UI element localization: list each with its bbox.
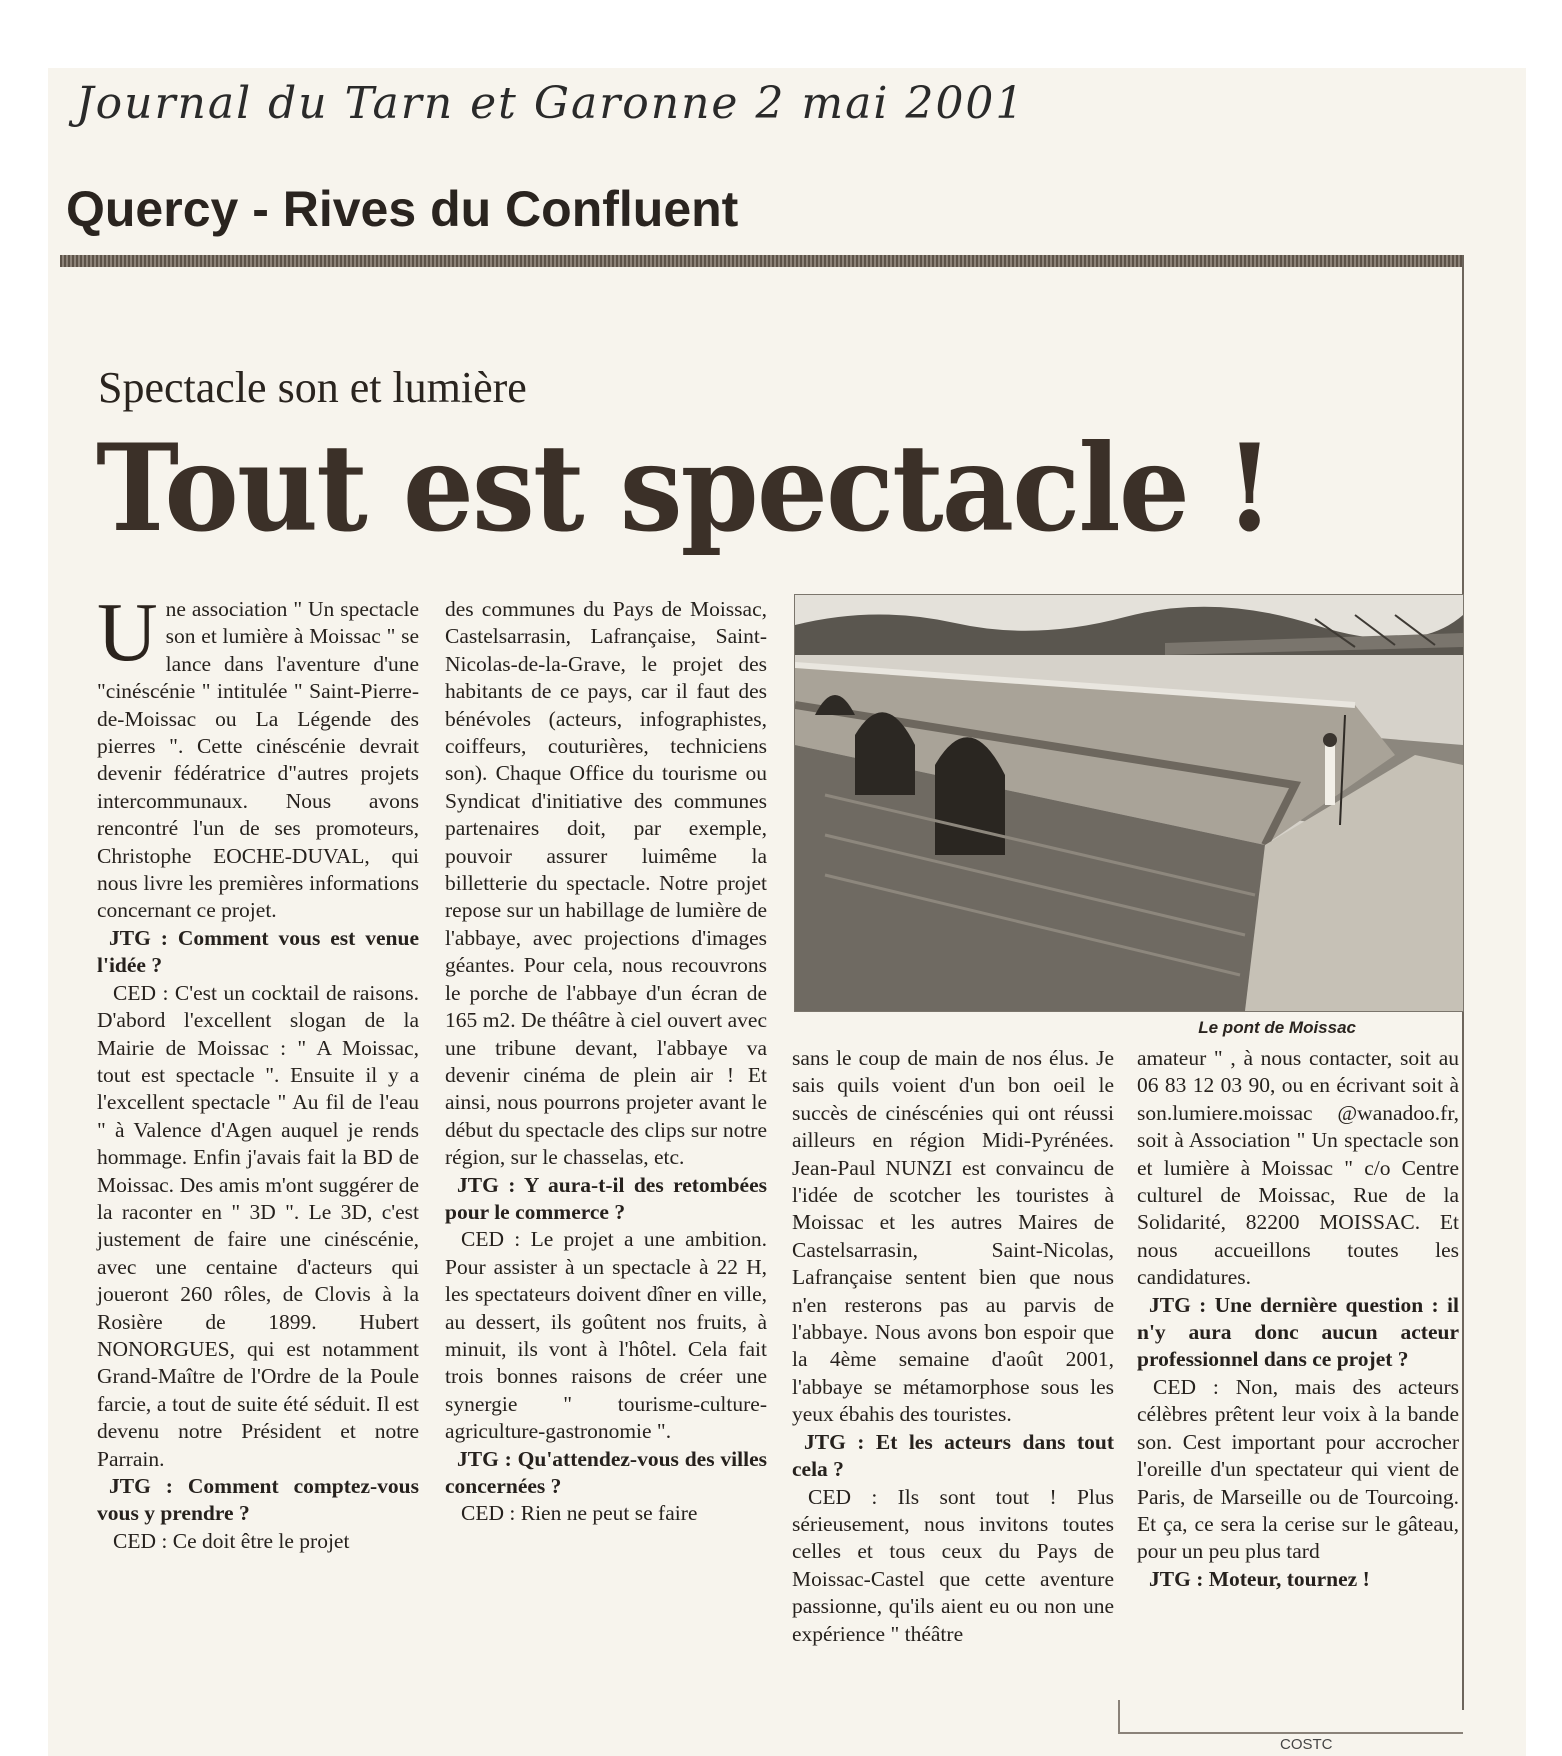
interview-answer: CED : Rien ne peut se faire [461, 1501, 698, 1526]
article-headline: Tout est spectacle ! [96, 418, 1273, 559]
interview-question: JTG : Une dernière question : il n'y aura donc aucun acteur professionnel dans ce projet ? [1137, 1292, 1459, 1372]
handwritten-source-note: Journal du Tarn et Garonne 2 mai 2001 [76, 78, 1026, 129]
interview-answer: CED : Ils sont tout ! Plus sérieusement, nous invitons toutes celles et tous ceux du Pays de Moissac-Castel que cette aventure passionne, qu'ils aient eu ou non une expérience " théâtre [792, 1484, 1114, 1646]
continued-paragraph: amateur " , à nous contacter, soit au 06 83 12 03 90, ou en écrivant soit à son.lumiere.moissac @wanadoo.fr, soit à Association " Un spectacle son et lumière à Moissac " c/o Centre culturel de Moissac, Rue de la Solidarité, 82200 MOISSAC. Et nous accueillons toutes les candidatures. [1137, 1046, 1459, 1290]
interview-question: JTG : Comment comptez-vous vous y prendre ? [97, 1474, 419, 1526]
rubric-divider [60, 255, 1464, 267]
lead-text: ne association " Un spectacle son et lumière à Moissac " se lance dans l'aventure d'une "cinéscénie " intitulée " Saint-Pierre-de-Moissac ou La Légende des pierres ". Cette cinéscénie devrait devenir fédératrice d"autres projets intercommunaux. Nous avons rencontré l'un de ses promoteurs, Christophe EOCHE-DUVAL, qui nous livre les premières informations concernant ce projet. [97, 597, 419, 923]
interview-answer: CED : C'est un cocktail de raisons. D'abord l'excellent slogan de la Mairie de Moissac : " A Moissac, tout est spectacle ". Ensuite il y a l'excellent spectacle " Au fil de l'eau " à Valence d'Agen auquel je rends hommage. Enfin j'avais fait la BD de Moissac. Des amis m'ont suggérer de la raconter en " 3D ". Le 3D, c'est justement de faire une cinéscénie, avec une centaine d'acteurs qui joueront 260 rôles, de Clovis à la Rosière de 1899. Hubert NONORGUES, qui est notamment Grand-Maître de l'Ordre de la Poule farcie, a tout de suite été séduit. Il est devenu notre Président et notre Parrain. [97, 980, 419, 1471]
interview-question: JTG : Et les acteurs dans tout cela ? [792, 1429, 1114, 1482]
interview-answer: CED : Ce doit être le projet [113, 1528, 350, 1553]
bridge-photo [794, 594, 1464, 1012]
article-column-4 [1137, 1045, 1459, 1593]
continued-paragraph: des communes du Pays de Moissac, Castelsarrasin, Lafrançaise, Saint-Nicolas-de-la-Grave, le projet des habitants de ce pays, car il faut des bénévoles (acteurs, infographistes, coiffeurs, couturières, techniciens son). Chaque Office du tourisme ou Syndicat d'initiative des communes partenaires doit, par exemple, pouvoir assurer luimême la billetterie du spectacle. Notre projet repose sur un habillage de lumière de l'abbaye, avec projections d'images géantes. Pour cela, nous recouvrons le porche de l'abbaye d'un écran de 165 m2. De théâtre à ciel ouvert avec une tribune devant, l'abbaye va devenir cinéma de plein air ! Et ainsi, nous pourrons projeter avant le début du spectacle des clips sur notre région, sur le chasselas, etc. [445, 597, 767, 1170]
continued-paragraph: sans le coup de main de nos élus. Je sais quils voient d'un bon oeil le succès de cinéscénies qui ont réussi ailleurs en région Midi-Pyrénées. Jean-Paul NUNZI est convaincu de l'idée de scotcher les touristes à Moissac et les autres Maires de Castelsarrasin, Saint-Nicolas, Lafrançaise sentent bien que nous n'en resterons pas au parvis de l'abbaye. Nous avons bon espoir que la 4ème semaine d'août 2001, l'abbaye se métamorphose sous les yeux ébahis des touristes. [792, 1046, 1114, 1427]
interview-answer: CED : Le projet a une ambition. Pour assister à un spectacle à 22 H, les spectateurs doivent dîner en ville, au dessert, ils goûtent nos fruits, à minuit, ils vont à l'hôtel. Cela fait trois bonnes raisons de créer une synergie " tourisme-culture-agriculture-gastronomie ". [445, 1227, 767, 1444]
article-kicker: Spectacle son et lumière [98, 363, 527, 412]
interview-question: JTG : Y aura-t-il des retombées pour le commerce ? [445, 1172, 767, 1224]
lead-paragraph [97, 586, 419, 925]
footer-fragment: COSTC [1280, 1736, 1333, 1753]
article-column-2 [445, 596, 767, 1528]
section-rubric: Quercy - Rives du Confluent [66, 181, 739, 237]
interview-question: JTG : Moteur, tournez ! [1149, 1566, 1370, 1591]
interview-answer: CED : Non, mais des acteurs célèbres prêtent leur voix à la bande son. Cest important pour accrocher l'oreille d'un spectateur qui vient de Paris, de Marseille ou de Tourcoing. Et ça, ce sera la cerise sur le gâteau, pour un peu plus tard [1137, 1374, 1459, 1564]
bridge-illustration [795, 595, 1463, 1011]
article-column-3 [792, 1045, 1114, 1648]
interview-question: JTG : Qu'attendez-vous des villes concernées ? [445, 1446, 767, 1498]
drop-cap: U [97, 586, 158, 679]
bottom-rule [1118, 1732, 1463, 1734]
interview-question: JTG : Comment vous est venue l'idée ? [97, 925, 419, 978]
photo-caption: Le pont de Moissac [1198, 1018, 1356, 1037]
article-column-1 [97, 586, 419, 1555]
bottom-corner-rule [1118, 1700, 1120, 1732]
